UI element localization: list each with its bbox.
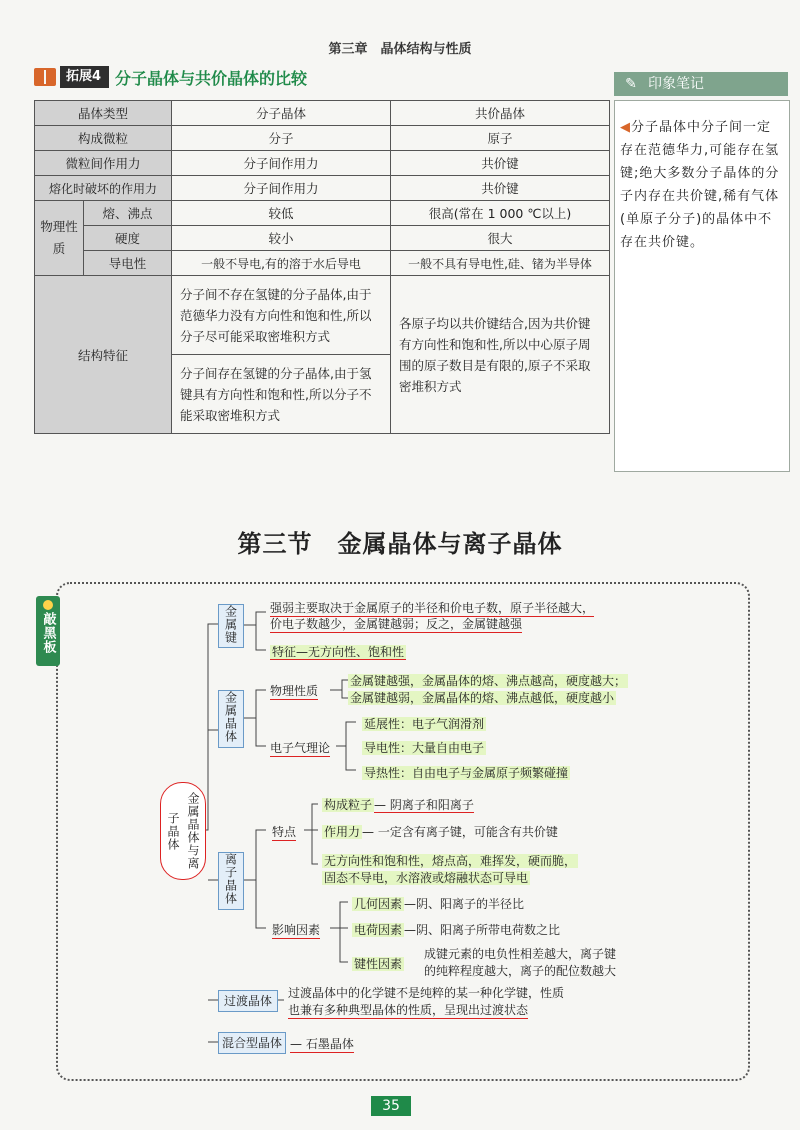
table-cell: 较低: [172, 201, 391, 226]
mixed-value: — 石墨晶体: [290, 1037, 354, 1051]
feature-text: 特征—无方向性、饱和性: [272, 645, 405, 659]
metal-bond-feature: [270, 643, 406, 660]
node-ionic-crystal: [218, 852, 244, 910]
node-transition: 过渡晶体: [218, 990, 278, 1012]
hl-text: 电荷因素: [354, 923, 403, 937]
hl-text: 导电性：大量自由电子: [364, 741, 485, 755]
header-cell: 共价晶体: [391, 101, 610, 126]
charge-value: —阴、阳离子所带电荷数之比: [404, 923, 561, 937]
node-label: 离子晶体: [223, 853, 238, 905]
table-cell: 较小: [172, 226, 391, 251]
notes-icon: ✎: [625, 76, 637, 92]
table-cell: 分子间不存在氢键的分子晶体,由于范德华力没有方向性和饱和性,所以分子尽可能采取密堆积方式: [172, 276, 391, 355]
table-cell: 原子: [391, 126, 610, 151]
hl-text: 键性因素: [354, 957, 403, 971]
header-cell: 晶体类型: [35, 101, 172, 126]
hl-text: 金属键越弱，金属晶体的熔、沸点越低，硬度越小: [350, 691, 615, 705]
hl-text: 导热性：自由电子与金属原子频繁碰撞: [364, 766, 569, 780]
transition-line1: 过渡晶体中的化学键不是纯粹的某一种化学键，性质: [288, 986, 565, 1000]
metal-bond-strength-line1: 强弱主要取决于金属原子的半径和价电子数，原子半径越大，: [270, 601, 595, 615]
transition-line2: 也兼有多种典型晶体的性质，呈现出过渡状态: [288, 1003, 529, 1017]
table-cell: 分子间作用力: [172, 151, 391, 176]
metal-bond-strength-line2: 价电子数越少，金属键越弱；反之，金属键越强: [270, 617, 523, 631]
geo-value: —阴、阳离子的半径比: [404, 897, 525, 911]
ionic-props-line1: [322, 852, 578, 869]
page-number: 35: [371, 1096, 411, 1116]
header-cell: 分子晶体: [172, 101, 391, 126]
features-label: 特点: [272, 825, 297, 839]
charge-factor: [352, 921, 560, 938]
mindmap-root: [160, 782, 206, 880]
force-value: — 一定含有离子键，可能含有共价键: [362, 825, 558, 839]
root-label: 金属晶体与离子晶体: [166, 792, 200, 870]
force-item: [322, 823, 558, 840]
hl-text: 延展性：电子气润滑剂: [364, 717, 485, 731]
row-label: 硬度: [84, 226, 172, 251]
notes-body: 分子晶体中分子间一定存在范德华力,可能存在氢键;绝大多数分子晶体的分子内存在共价键,稀有气体(单原子分子)的晶体中不存在共价键。: [620, 120, 780, 250]
table-cell: 共价键: [391, 151, 610, 176]
particles-value: — 阴离子和阳离子: [374, 798, 474, 812]
triangle-marker-icon: ◀: [620, 120, 631, 135]
table-cell: 很高(常在 1 000 ℃以上): [391, 201, 610, 226]
notes-title: 印象笔记: [648, 76, 704, 92]
row-label: 熔化时破坏的作用力: [35, 176, 172, 201]
table-cell: 一般不具有导电性,硅、锗为半导体: [391, 251, 610, 276]
row-label: 结构特征: [35, 276, 172, 434]
hl-text: 构成粒子: [324, 798, 373, 812]
table-cell: 各原子均以共价键结合,因为共价键有方向性和饱和性,所以中心原子周围的原子数目是有限的,原子不采取密堆积方式: [391, 276, 610, 434]
hl-text: 金属键越强，金属晶体的熔、沸点越高，硬度越大；: [350, 674, 627, 688]
hl-text: 无方向性和饱和性，熔点高，难挥发，硬而脆，: [324, 854, 577, 868]
thermal-item: [362, 764, 570, 781]
physical-properties-line1: [348, 672, 628, 689]
bond-factor: [352, 955, 404, 972]
chapter-title: 第三章 晶体结构与性质: [328, 42, 472, 57]
table-cell: 分子间作用力: [172, 176, 391, 201]
ionic-props-line2: [322, 869, 530, 886]
row-label: 构成微粒: [35, 126, 172, 151]
row-label: 熔、沸点: [84, 201, 172, 226]
hl-text: 作用力: [324, 825, 361, 839]
extension-tag: 拓展4: [60, 66, 109, 88]
node-label: 金属键: [223, 605, 238, 644]
geometric-factor: [352, 895, 524, 912]
table-cell: 分子间存在氢键的分子晶体,由于氢键具有方向性和饱和性,所以分子不能采取密堆积方式: [172, 355, 391, 434]
ductility-item: [362, 715, 486, 732]
node-metal-crystal: [218, 690, 244, 748]
group-label: 物理性质: [35, 201, 84, 276]
node-metal-bond: [218, 604, 244, 648]
row-label: 微粒间作用力: [35, 151, 172, 176]
row-label: 导电性: [84, 251, 172, 276]
bond-factor-line2: 的纯粹程度越大，离子的配位数越大: [424, 964, 617, 978]
electron-gas-label: 电子气理论: [270, 741, 331, 755]
node-label: 金属晶体: [223, 691, 238, 743]
table-cell: 一般不导电,有的溶于水后导电: [172, 251, 391, 276]
conductivity-item: [362, 739, 486, 756]
extension-title: 分子晶体与共价晶体的比较: [115, 68, 308, 88]
section-title: 第三节 金属晶体与离子晶体: [237, 529, 563, 558]
bond-factor-line1: 成键元素的电负性相差越大，离子键: [424, 947, 617, 961]
node-mixed: 混合型晶体: [218, 1032, 286, 1054]
factors-label: 影响因素: [272, 923, 321, 937]
table-cell: 分子: [172, 126, 391, 151]
table-cell: 共价键: [391, 176, 610, 201]
physical-properties-line2: [348, 689, 616, 706]
physical-properties-label: 物理性质: [270, 684, 319, 698]
board-tag-label: 敲黑板: [40, 612, 56, 654]
hl-text: 几何因素: [354, 897, 403, 911]
hl-text: 固态不导电，水溶液或熔融状态可导电: [324, 871, 529, 885]
table-cell: 很大: [391, 226, 610, 251]
particles-item: [322, 796, 474, 813]
